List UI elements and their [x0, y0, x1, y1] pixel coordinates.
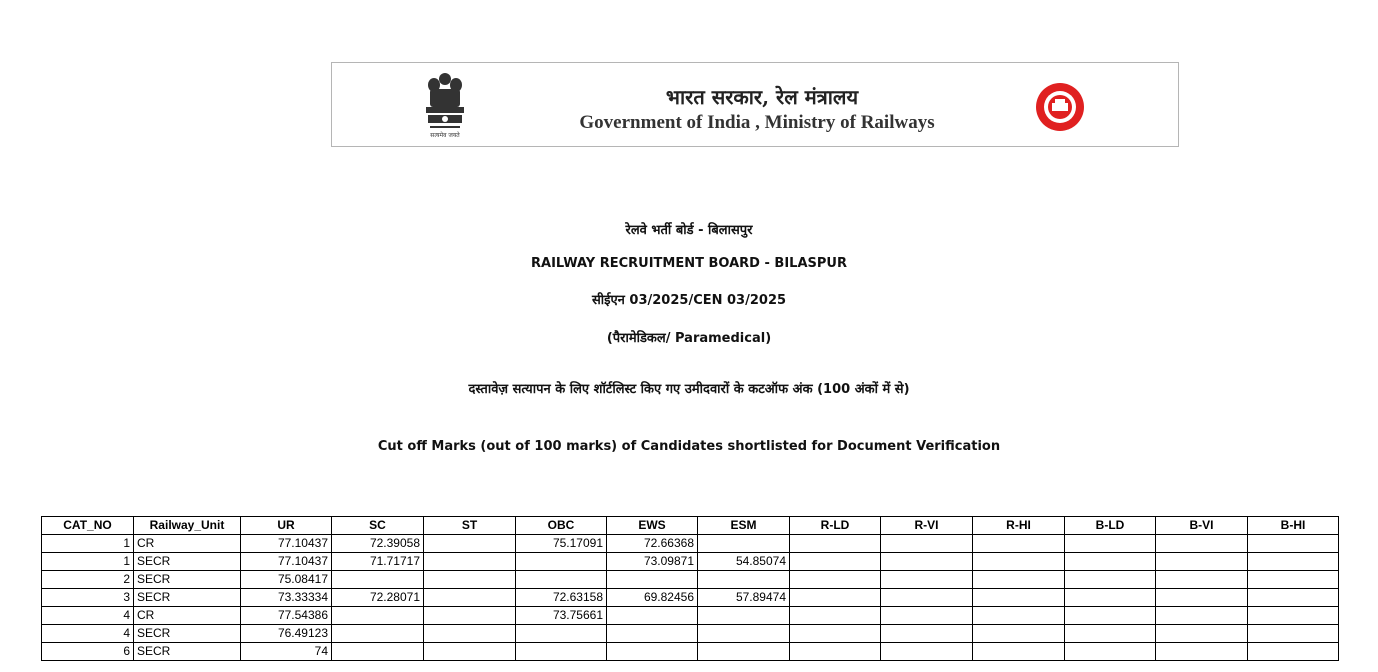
table-cell [1156, 607, 1248, 625]
column-header-r-ld: R-LD [790, 517, 881, 535]
table-cell: CR [134, 607, 241, 625]
table-row [42, 607, 1339, 625]
table-cell [424, 553, 516, 571]
table-cell [424, 625, 516, 643]
table-cell [424, 643, 516, 661]
table-cell: 4 [42, 625, 134, 643]
table-cell [881, 643, 973, 661]
table-cell [698, 625, 790, 643]
table-cell [881, 553, 973, 571]
table-cell [1156, 625, 1248, 643]
column-header-esm: ESM [698, 517, 790, 535]
table-cell [790, 571, 881, 589]
table-cell: 72.66368 [607, 535, 698, 553]
table-cell [1065, 607, 1156, 625]
table-cell [881, 589, 973, 607]
table-cell: 2 [42, 571, 134, 589]
table-cell [1156, 571, 1248, 589]
table-cell [424, 571, 516, 589]
table-cell [607, 643, 698, 661]
table-cell: 75.08417 [241, 571, 332, 589]
table-cell [698, 607, 790, 625]
table-cell: 1 [42, 553, 134, 571]
table-cell: 73.75661 [516, 607, 607, 625]
table-cell: 4 [42, 607, 134, 625]
table-cell [973, 643, 1065, 661]
column-header-b-hi: B-HI [1248, 517, 1339, 535]
table-cell [424, 589, 516, 607]
post-category: (पैरामेडिकल/ Paramedical) [606, 331, 772, 346]
table-cell [698, 571, 790, 589]
table-cell: 1 [42, 535, 134, 553]
table-cell [973, 607, 1065, 625]
table-cell [1248, 607, 1339, 625]
column-header-r-hi: R-HI [973, 517, 1065, 535]
table-cell [1065, 589, 1156, 607]
column-header-b-ld: B-LD [1065, 517, 1156, 535]
board-name-english: RAILWAY RECRUITMENT BOARD - BILASPUR [531, 256, 847, 271]
table-cell [790, 535, 881, 553]
table-cell: SECR [134, 553, 241, 571]
table-header-row [42, 517, 1339, 535]
table-cell [332, 625, 424, 643]
table-cell: 76.49123 [241, 625, 332, 643]
table-cell [332, 607, 424, 625]
table-cell: SECR [134, 625, 241, 643]
table-cell: 54.85074 [698, 553, 790, 571]
table-cell [790, 625, 881, 643]
table-cell [1065, 553, 1156, 571]
table-cell [607, 625, 698, 643]
table-cell [424, 607, 516, 625]
table-cell: 73.09871 [607, 553, 698, 571]
table-cell: 57.89474 [698, 589, 790, 607]
table-row [42, 643, 1339, 661]
table-cell: 3 [42, 589, 134, 607]
table-cell [332, 643, 424, 661]
table-row [42, 571, 1339, 589]
table-cell [1248, 553, 1339, 571]
table-cell: CR [134, 535, 241, 553]
table-cell [973, 553, 1065, 571]
table-cell: 73.33334 [241, 589, 332, 607]
table-cell [1248, 535, 1339, 553]
table-cell [516, 571, 607, 589]
table-body [42, 535, 1339, 661]
table-cell [1156, 643, 1248, 661]
table-cell [1248, 625, 1339, 643]
title-hindi: दस्तावेज़ सत्यापन के लिए शॉर्टलिस्ट किए गए उमीदवारों के कटऑफ अंक (100 अंकों में से) [468, 382, 910, 397]
column-header-b-vi: B-VI [1156, 517, 1248, 535]
column-header-r-vi: R-VI [881, 517, 973, 535]
column-header-ews: EWS [607, 517, 698, 535]
table-cell [1065, 571, 1156, 589]
table-cell [332, 571, 424, 589]
table-row [42, 589, 1339, 607]
table-cell [790, 643, 881, 661]
table-cell [1156, 589, 1248, 607]
cen-number: सीईएन 03/2025/CEN 03/2025 [591, 293, 787, 308]
national-emblem-icon [420, 69, 470, 141]
table-cell [790, 589, 881, 607]
table-cell [973, 625, 1065, 643]
table-cell [424, 535, 516, 553]
header-banner [331, 62, 1179, 147]
table-cell [973, 589, 1065, 607]
table-cell: 77.10437 [241, 553, 332, 571]
cutoff-table [41, 516, 1339, 661]
banner-hindi-title: भारत सरकार, रेल मंत्रालय [665, 85, 859, 109]
table-cell: 77.10437 [241, 535, 332, 553]
table-cell: 72.28071 [332, 589, 424, 607]
column-header-railway-unit: Railway_Unit [134, 517, 241, 535]
table-cell [881, 625, 973, 643]
table-cell [790, 553, 881, 571]
table-row [42, 625, 1339, 643]
table-cell [698, 643, 790, 661]
table-cell: 71.71717 [332, 553, 424, 571]
table-cell [607, 571, 698, 589]
column-header-cat-no: CAT_NO [42, 517, 134, 535]
table-cell: 75.17091 [516, 535, 607, 553]
board-name-hindi: रेलवे भर्ती बोर्ड - बिलासपुर [625, 223, 753, 238]
indian-railways-logo-icon [1030, 81, 1090, 133]
table-cell: 72.63158 [516, 589, 607, 607]
column-header-sc: SC [332, 517, 424, 535]
column-header-ur: UR [241, 517, 332, 535]
title-english: Cut off Marks (out of 100 marks) of Candidates shortlisted for Document Verification [377, 439, 1001, 454]
table-cell [1248, 571, 1339, 589]
table-cell [973, 571, 1065, 589]
column-header-st: ST [424, 517, 516, 535]
table-row [42, 553, 1339, 571]
table-cell [1248, 643, 1339, 661]
table-cell [516, 625, 607, 643]
table-cell: SECR [134, 589, 241, 607]
table-cell [790, 607, 881, 625]
table-cell: SECR [134, 643, 241, 661]
table-cell [881, 607, 973, 625]
banner-english-title: Government of India , Ministry of Railways [579, 112, 935, 133]
table-cell: 74 [241, 643, 332, 661]
table-cell [881, 571, 973, 589]
table-cell [881, 535, 973, 553]
table-cell: 6 [42, 643, 134, 661]
table-cell [607, 607, 698, 625]
table-cell: 72.39058 [332, 535, 424, 553]
table-cell [1156, 535, 1248, 553]
column-header-obc: OBC [516, 517, 607, 535]
table-cell [1156, 553, 1248, 571]
table-row [42, 535, 1339, 553]
table-cell [1248, 589, 1339, 607]
svg-text:सत्यमेव जयते: सत्यमेव जयते [430, 132, 460, 139]
table-cell: 77.54386 [241, 607, 332, 625]
table-cell [973, 535, 1065, 553]
table-cell: 69.82456 [607, 589, 698, 607]
table-cell [516, 553, 607, 571]
table-cell [1065, 535, 1156, 553]
table-cell [516, 643, 607, 661]
table-cell [1065, 643, 1156, 661]
table-cell [698, 535, 790, 553]
table-cell: SECR [134, 571, 241, 589]
table-cell [1065, 625, 1156, 643]
